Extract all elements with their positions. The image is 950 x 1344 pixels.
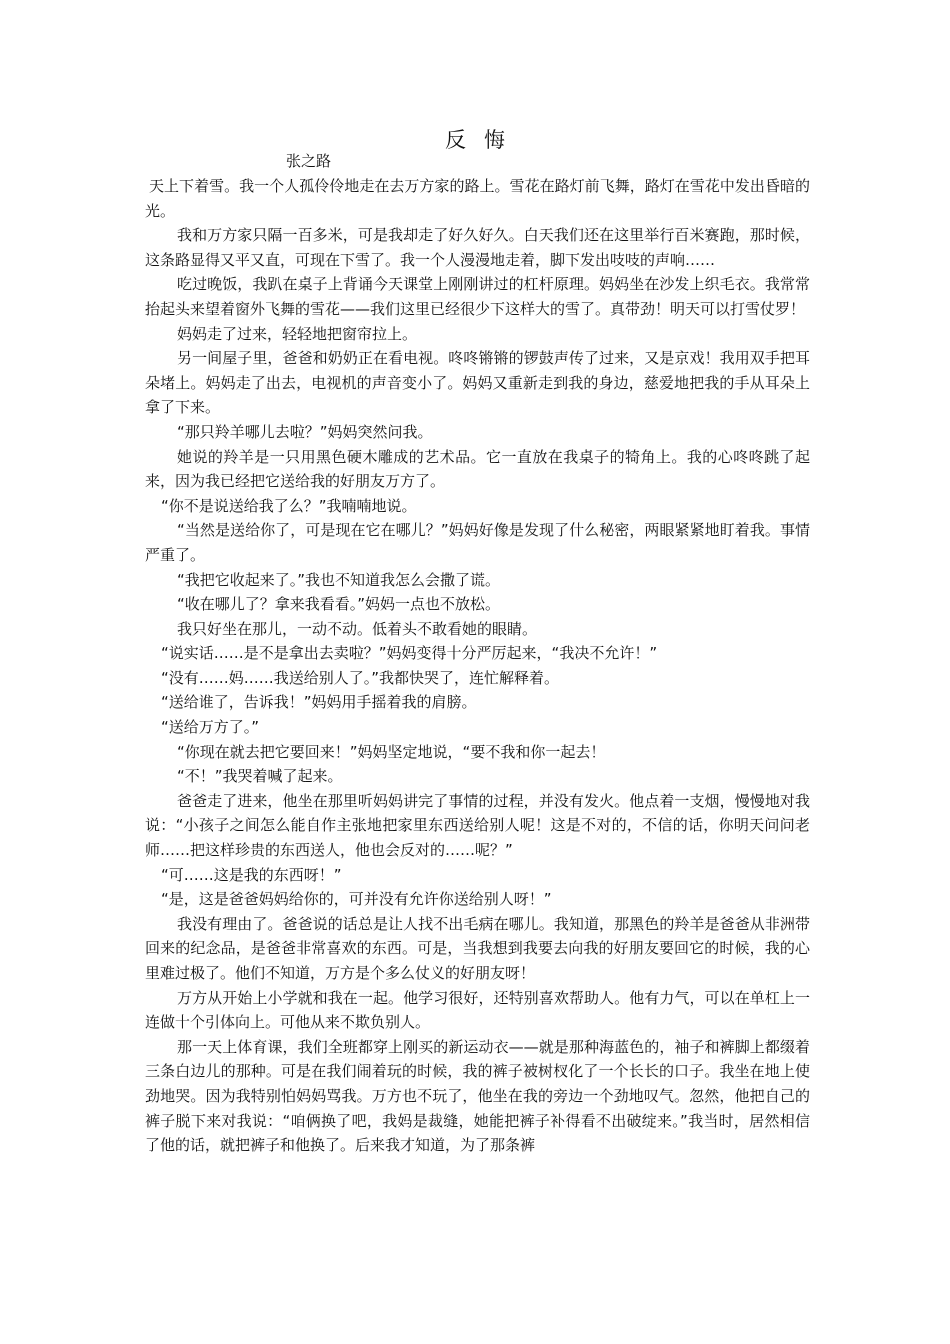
paragraph: “那只羚羊哪儿去啦？”妈妈突然问我。 bbox=[177, 422, 433, 441]
paragraph: 万方从开始上小学就和我在一起。他学习很好，还特别喜欢帮助人。他有力气，可以在单杠上一连做十个引体向上。可他从来不欺负别人。 bbox=[145, 988, 810, 1032]
paragraph: “我把它收起来了。”我也不知道我怎么会撒了谎。 bbox=[177, 570, 501, 589]
paragraph: “你不是说送给我了么？”我喃喃地说。 bbox=[161, 496, 417, 515]
paragraph: 天上下着雪。我一个人孤伶伶地走在去万方家的路上。雪花在路灯前飞舞，路灯在雪花中发出昏暗的光。 bbox=[145, 177, 810, 220]
document-title: 反悔 bbox=[445, 128, 523, 152]
paragraph: 爸爸走了进来，他坐在那里听妈妈讲完了事情的过程，并没有发火。他点着一支烟，慢慢地对我说：“小孩子之间怎么能自作主张地把家里东西送给别人呢！这是不对的，不信的话，你明天问问老师……把这样珍贵的东西送人，他也会反对的……呢？” bbox=[145, 791, 810, 860]
paragraph: “送给谁了，告诉我！”妈妈用手摇着我的肩膀。 bbox=[161, 693, 477, 712]
author-name: 张之路 bbox=[286, 152, 332, 170]
paragraph: “可……这是我的东西呀！” bbox=[161, 865, 342, 884]
paragraph: 我和万方家只隔一百多米，可是我却走了好久好久。白天我们还在这里举行百米赛跑，那时候，这条路显得又平又直，可现在下雪了。我一个人漫漫地走着，脚下发出吱吱的声响…… bbox=[145, 226, 810, 269]
paragraph: “没有……妈……我送给别人了。”我都快哭了，连忙解释着。 bbox=[161, 668, 560, 687]
paragraph: “当然是送给你了，可是现在它在哪儿？”妈妈好像是发现了什么秘密，两眼紧紧地盯着我。事情严重了。 bbox=[145, 521, 810, 564]
paragraph: “是，这是爸爸妈妈给你的，可并没有允许你送给别人呀！” bbox=[161, 890, 552, 909]
paragraph: “你现在就去把它要回来！”妈妈坚定地说，“要不我和你一起去！ bbox=[177, 742, 606, 761]
paragraph: “说实话……是不是拿出去卖啦？”妈妈变得十分严厉起来，“我决不允许！” bbox=[161, 644, 658, 663]
paragraph: “送给万方了。” bbox=[161, 718, 260, 737]
paragraph: “不！”我哭着喊了起来。 bbox=[177, 767, 343, 786]
paragraph: “收在哪儿了？拿来我看看。”妈妈一点也不放松。 bbox=[177, 595, 501, 614]
paragraph: 妈妈走了过来，轻轻地把窗帘拉上。 bbox=[177, 324, 418, 343]
paragraph: 她说的羚羊是一只用黑色硬木雕成的艺术品。它一直放在我桌子的犄角上。我的心咚咚跳了起来，因为我已经把它送给我的好朋友万方了。 bbox=[145, 447, 810, 491]
paragraph: 那一天上体育课，我们全班都穿上刚买的新运动衣——就是那种海蓝色的，袖子和裤脚上都缀着三条白边儿的那种。可是在我们闹着玩的时候，我的裤子被树杈化了一个长长的口子。我坐在地上使劲地哭。因为我特别怕妈妈骂我。万方也不玩了，他坐在我的旁边一个劲地叹气。忽然，他把自己的裤子脱下来对我说：“咱俩换了吧，我妈是裁缝，她能把裤子补得看不出破绽来。”我当时，居然相信了他的话，就把裤子和他换了。后来我才知道，为了那条裤 bbox=[145, 1037, 810, 1155]
paragraph: 我只好坐在那儿，一动不动。低着头不敢看她的眼睛。 bbox=[177, 619, 538, 638]
paragraph: 吃过晚饭，我趴在桌子上背诵今天课堂上刚刚讲过的杠杆原理。妈妈坐在沙发上织毛衣。我常常抬起头来望着窗外飞舞的雪花——我们这里已经很少下这样大的雪了。真带劲！明天可以打雪仗罗！ bbox=[145, 275, 810, 318]
paragraph: 另一间屋子里，爸爸和奶奶正在看电视。咚咚锵锵的锣鼓声传了过来，又是京戏！我用双手把耳朵堵上。妈妈走了出去，电视机的声音变小了。妈妈又重新走到我的身边，慈爱地把我的手从耳朵上拿了下来。 bbox=[145, 349, 810, 417]
article-body bbox=[145, 174, 810, 1158]
paragraph: 我没有理由了。爸爸说的话总是让人找不出毛病在哪儿。我知道，那黑色的羚羊是爸爸从非洲带回来的纪念品，是爸爸非常喜欢的东西。可是，当我想到我要去向我的好朋友要回它的时候，我的心里难过极了。他们不知道，万方是个多么仗义的好朋友呀！ bbox=[145, 914, 810, 982]
